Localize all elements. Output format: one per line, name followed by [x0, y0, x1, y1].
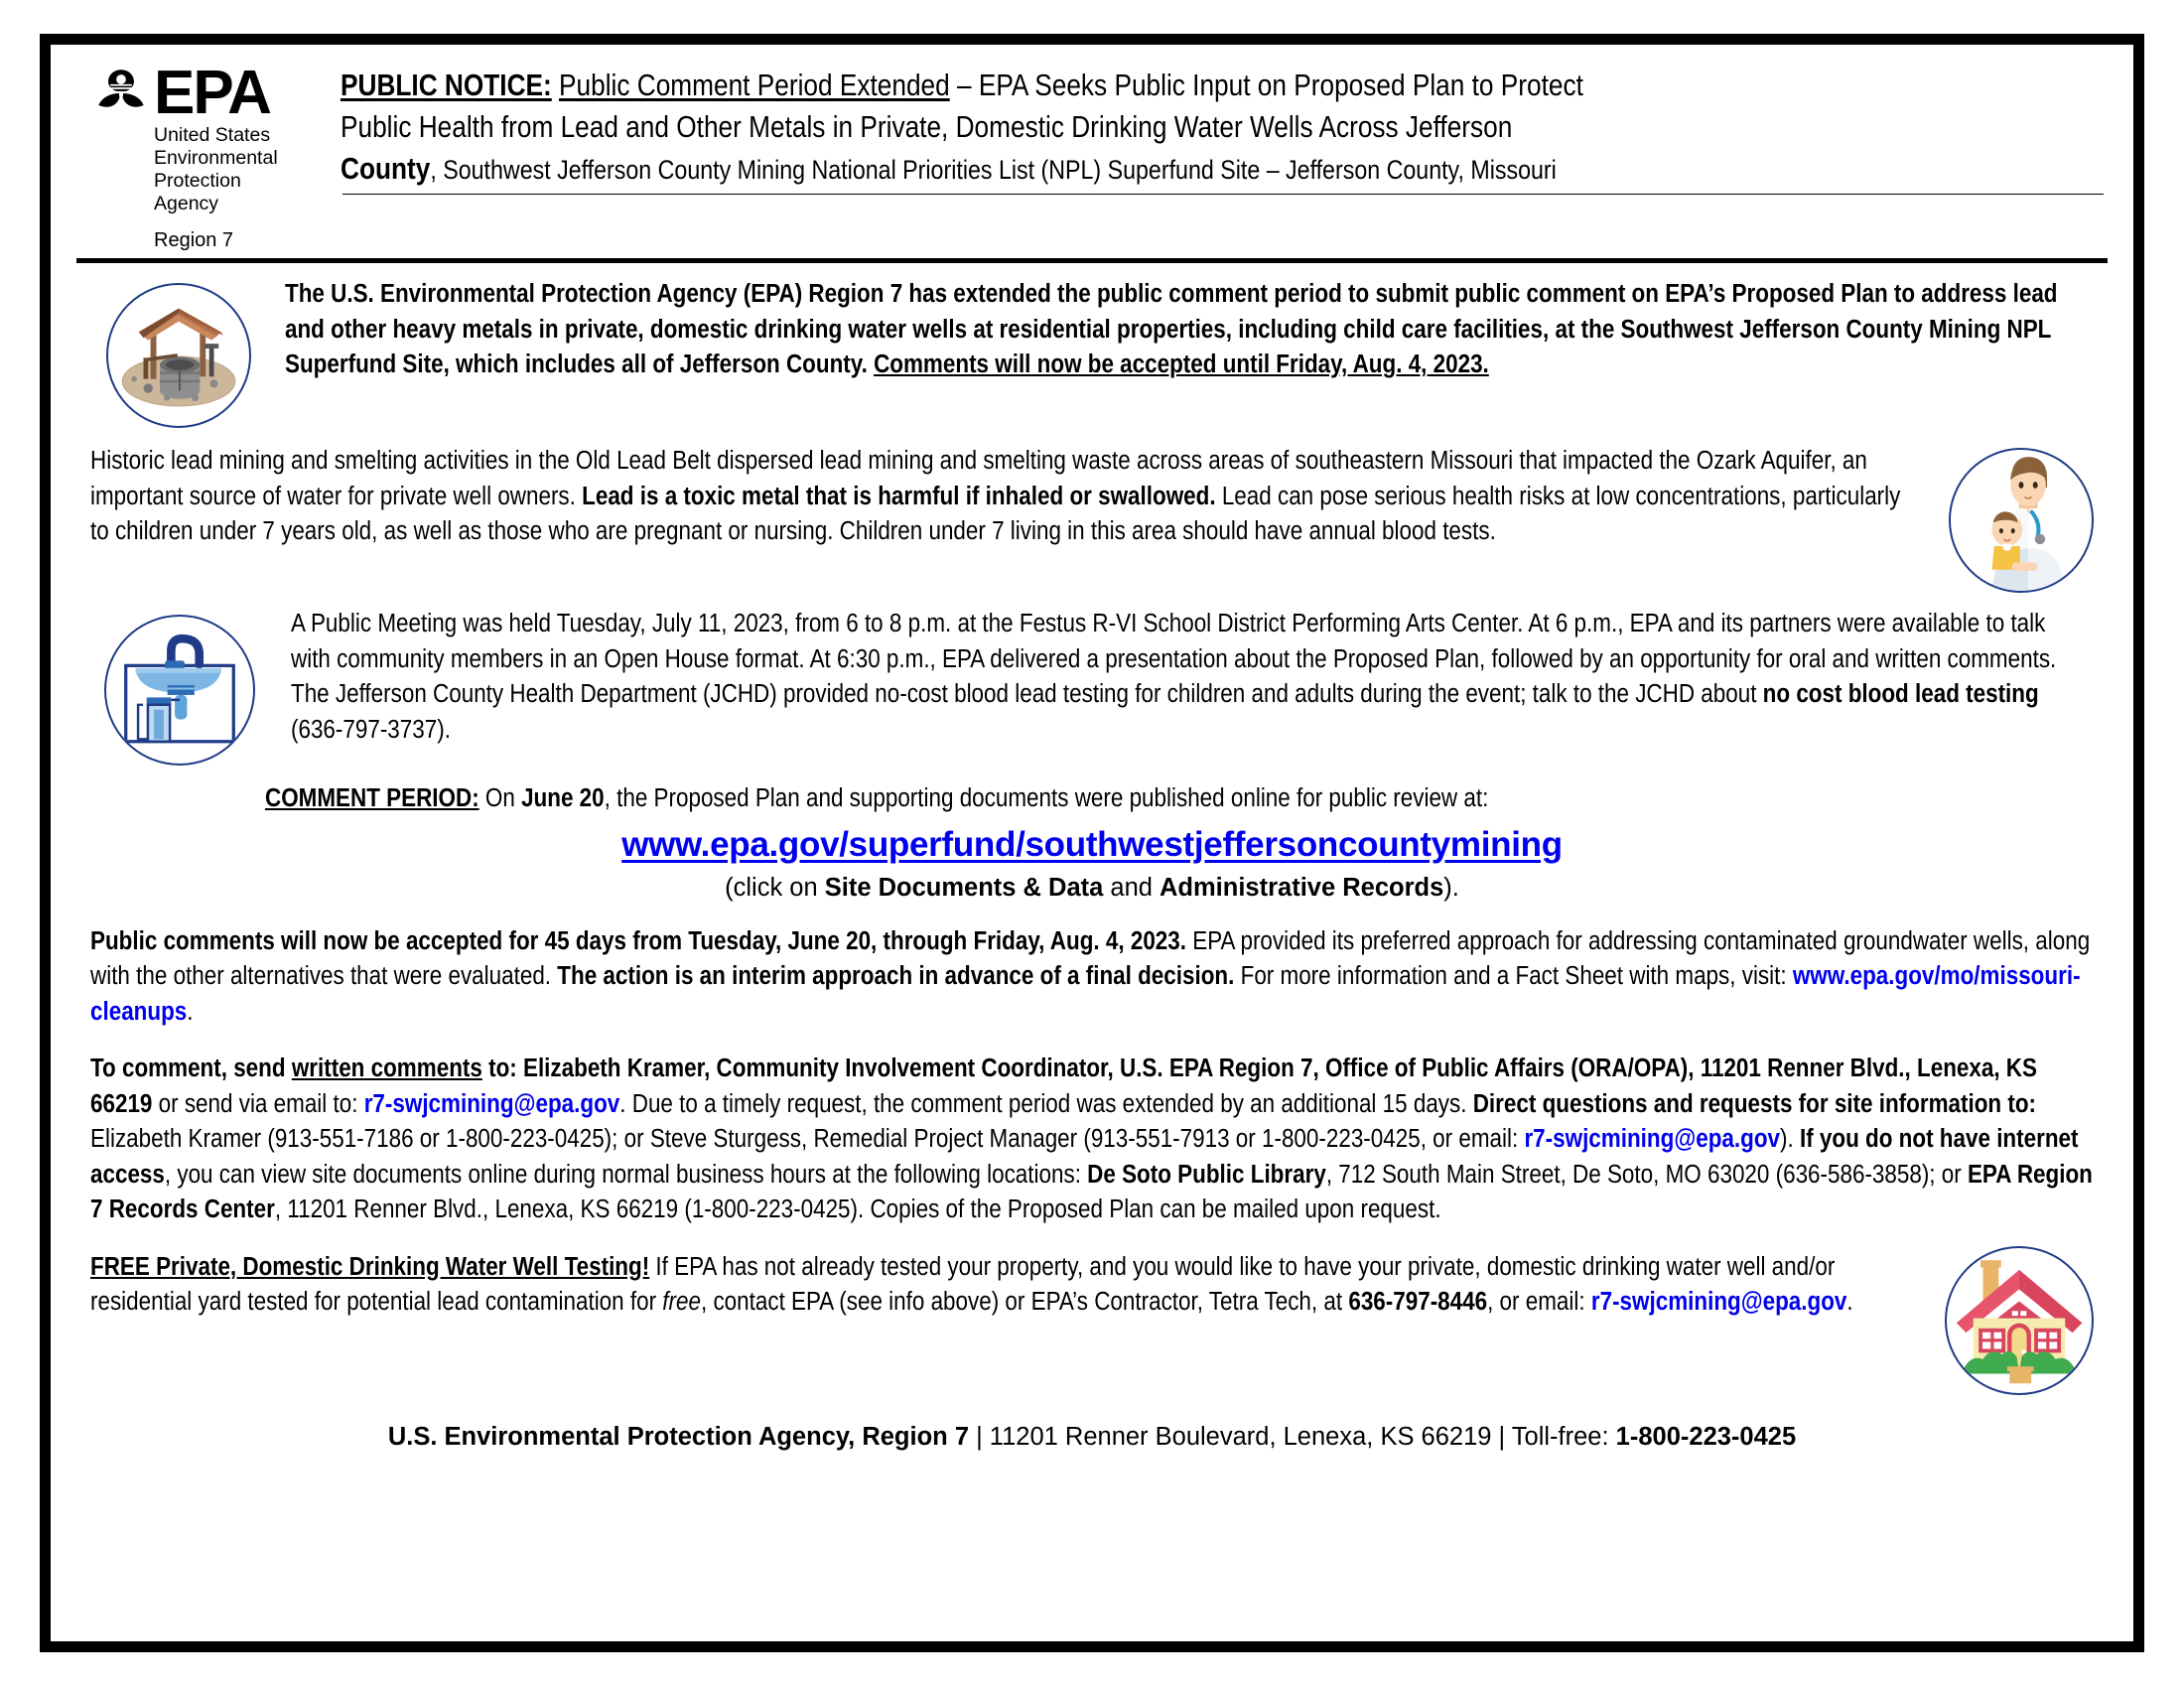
public-meeting-text	[255, 607, 2094, 748]
header-divider	[76, 258, 2108, 263]
lead-health-text	[90, 444, 1931, 550]
agency-name-line-2: Environmental Protection	[154, 147, 278, 192]
comment-contact-paragraph: To comment, send written comments to: Elizabeth Kramer, Community Involvement Coordinator, U.S. EPA Region 7, Office of Public Affairs (ORA/OPA), 11201 Renner Blvd., Lenexa, KS 66219 or send via email to: r7-swjcmining@epa.gov. Due to a timely request, the comment period was extended by an additional 15 days. Direct questions and requests for site information to: Elizabeth Kramer (913-551-7186 or 1-800-223-0425); or Steve Sturgess, Remedial Project Manager (913-551-7913 or 1-800-223-0425, or email: r7-swjcmining@epa.gov). If you do not have internet access, you can view site documents online during normal business hours at the following locations: De Soto Public Library, 712 South Main Street, De Soto, MO 63020 (636-586-3858); or EPA Region 7 Records Center, 11201 Renner Blvd., Lenexa, KS 66219 (1-800-223-0425). Copies of the Proposed Plan can be mailed upon request.	[90, 1055, 2093, 1223]
no-cost-testing-bold: no cost blood lead testing	[1762, 680, 2039, 708]
notice-title-rest-1: – EPA Seeks Public Input on Proposed Plan to Protect	[949, 69, 1583, 102]
epa-seal-icon	[94, 67, 148, 120]
epa-wordmark: EPA	[154, 59, 270, 127]
notice-title-line-1	[341, 65, 2100, 106]
intro-block	[90, 277, 2094, 428]
written-comments-label: written comments	[291, 1055, 482, 1082]
records-center-label: EPA Region 7 Records Center	[90, 1160, 2093, 1223]
jchd-phone: (636-797-3737).	[291, 715, 451, 744]
intro-text-main: The U.S. Environmental Protection Agency (EPA) Region 7 has extended the public comment period to submit public comment on EPA’s Proposed Plan to address lead and other heavy metals in private, domestic drinking water wells at residential properties, including child care facilities, at the Southwest Jefferson County Mining NPL Superfund Site, which includes all of Jefferson County.	[285, 280, 2058, 378]
doctor-with-baby-icon	[1949, 448, 2094, 593]
lead-para-part-3: Lead can pose serious health risks at low concentrations, particularly to children under 7 years old, as well as those who are pregnant or nursing. Children under 7 living in this area should have annual blood tests.	[90, 482, 1901, 545]
accept-headline: Public comments will now be accepted for 45 days from Tuesday, June 20, through Friday, Aug. 4, 2023.	[90, 926, 1187, 955]
site-url-link[interactable]: www.epa.gov/superfund/southwestjeffersoncountymining	[621, 824, 1563, 864]
notice-title-block	[335, 61, 2108, 195]
footer-phone: 1-800-223-0425	[1615, 1422, 1797, 1451]
lead-toxic-warning: Lead is a toxic metal that is harmful if inhaled or swallowed.	[582, 482, 1216, 510]
interim-action-note: The action is an interim approach in advance of a final decision.	[557, 962, 1235, 990]
free-testing-text: FREE Private, Domestic Drinking Water Well Testing! If EPA has not already tested your property, and you would like to have your private, domestic drinking water well and/or residential yard tested for potential lead contamination for free, contact EPA (see info above) or EPA’s Contractor, Tetra Tech, at 636-797-8446, or email: r7-swjcmining@epa.gov.	[90, 1252, 1853, 1316]
document-body	[76, 277, 2108, 1452]
footer-agency: U.S. Environmental Protection Agency, Region 7	[387, 1422, 970, 1451]
notice-site-line: , Southwest Jefferson County Mining National Priorities List (NPL) Superfund Site – Jefferson County, Missouri	[430, 155, 1557, 185]
public-notice-label: PUBLIC NOTICE:	[341, 69, 552, 102]
free-testing-block	[90, 1250, 2094, 1395]
intro-deadline: Comments will now be accepted until Friday, Aug. 4, 2023.	[874, 351, 1489, 378]
tetra-tech-phone: 636-797-8446	[1348, 1288, 1488, 1316]
region-label: Region 7	[154, 229, 234, 251]
click-instructions: (click on Site Documents & Data and Administrative Records).	[725, 873, 1459, 902]
lead-para-part-1: Historic lead mining and smelting activities in the Old Lead Belt dispersed lead mining and smelting waste across areas of southeastern Missouri that impacted the Ozark Aquifer, an important source of water for private well owners.	[90, 447, 1867, 510]
comment-period-start-date: June 20	[521, 784, 605, 812]
free-testing-headline: FREE Private, Domestic Drinking Water Well Testing!	[90, 1252, 650, 1281]
document-footer	[90, 1423, 2094, 1452]
agency-name	[154, 124, 335, 215]
footer-address: | 11201 Renner Boulevard, Lenexa, KS 66219 | Toll-free:	[969, 1422, 1616, 1451]
house-icon-wrap	[1927, 1250, 2094, 1395]
water-well-icon	[106, 283, 251, 428]
agency-name-line-3: Agency	[154, 193, 219, 214]
sink-water-filter-icon	[104, 615, 255, 766]
notice-title-line-3	[341, 148, 2100, 191]
document-header	[76, 61, 2108, 256]
notice-sub-label: Public Comment Period Extended	[559, 69, 950, 102]
agency-name-line-1: United States	[154, 124, 271, 146]
public-meeting-block	[90, 607, 2094, 766]
email-link-1[interactable]: r7-swjcmining@epa.gov	[363, 1089, 620, 1118]
direct-questions-label: Direct questions and requests for site information to:	[1472, 1089, 2037, 1118]
missouri-cleanups-link[interactable]: www.epa.gov/mo/missouri-cleanups	[90, 962, 2081, 1026]
meeting-para-part-1: A Public Meeting was held Tuesday, July 11, 2023, from 6 to 8 p.m. at the Festus R-VI School District Performing Arts Center. At 6 p.m., EPA and its partners were available to talk with community members in an Open House format. At 6:30 p.m., EPA delivered a presentation about the Proposed Plan, followed by an opportunity for oral and written comments. The Jefferson County Health Department (JCHD) provided no-cost blood lead testing for children and adults during the event; talk to the JCHD about	[291, 610, 2057, 708]
no-internet-label: If you do not have internet access	[90, 1125, 2079, 1189]
doctor-with-baby-icon-wrap	[1931, 444, 2094, 593]
intro-text	[251, 277, 2094, 383]
site-url-link-row[interactable]	[90, 825, 2094, 865]
sink-water-filter-icon-wrap	[90, 607, 255, 766]
comment-period-label: COMMENT PERIOD:	[265, 784, 479, 812]
water-well-icon-wrap	[90, 277, 251, 428]
notice-title-line-2: Public Health from Lead and Other Metals in Private, Domestic Drinking Water Wells Across Jefferson	[341, 110, 1513, 144]
lead-health-block	[90, 444, 2094, 593]
de-soto-library-label: De Soto Public Library	[1087, 1160, 1326, 1189]
house-icon	[1945, 1246, 2094, 1395]
epa-logo-block	[76, 61, 335, 252]
comment-period-block: COMMENT PERIOD: On June 20, the Proposed Plan and supporting documents were published online for public review at:	[265, 784, 1489, 812]
notice-county-bold: County	[341, 152, 431, 186]
email-link-2[interactable]: r7-swjcmining@epa.gov	[1524, 1125, 1781, 1153]
document-frame	[40, 34, 2144, 1652]
free-italic: free	[662, 1288, 701, 1316]
mailing-address: to: Elizabeth Kramer, Community Involvement Coordinator, U.S. EPA Region 7, Office of Public Affairs (ORA/OPA), 11201 Renner Blvd., Lenexa, KS 66219	[90, 1055, 2037, 1118]
email-link-3[interactable]: r7-swjcmining@epa.gov	[1590, 1288, 1847, 1316]
accept-paragraph: Public comments will now be accepted for 45 days from Tuesday, June 20, through Friday, Aug. 4, 2023. EPA provided its preferred approach for addressing contaminated groundwater wells, along with the other alternatives that were evaluated. The action is an interim approach in advance of a final decision. For more information and a Fact Sheet with maps, visit: www.epa.gov/mo/missouri-cleanups.	[90, 926, 2091, 1026]
title-underline-rule	[342, 194, 2104, 195]
site-documents-label: Site Documents & Data	[824, 873, 1104, 902]
administrative-records-label: Administrative Records	[1160, 873, 1444, 902]
